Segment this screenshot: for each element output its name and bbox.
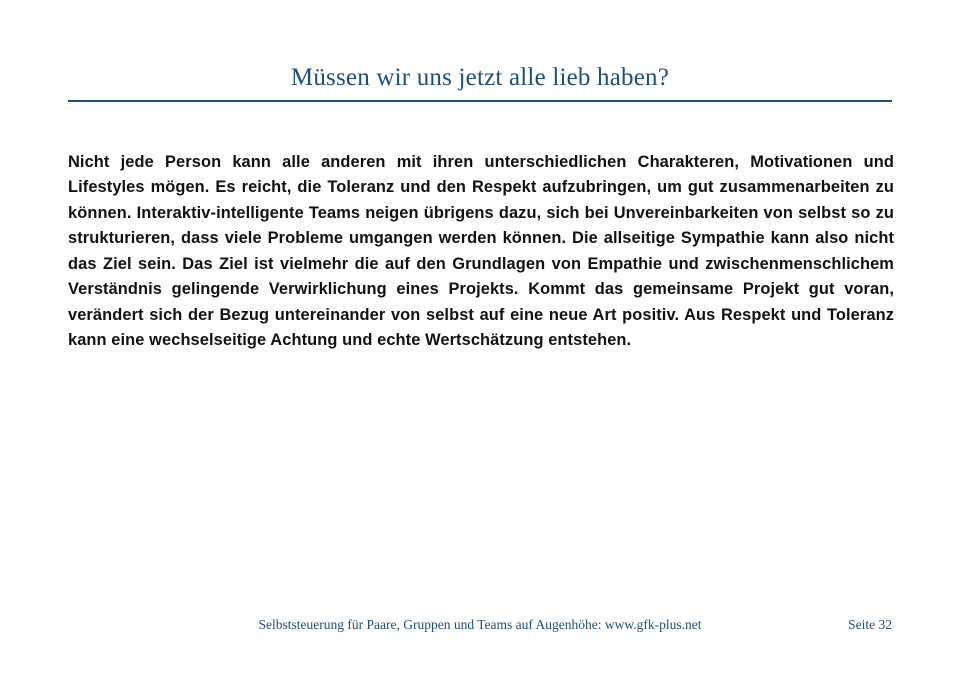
body-paragraph: Nicht jede Person kann alle anderen mit ihren unterschiedlichen Charakteren, Motivationen und Lifestyles mögen. Es reicht, die Toleranz und den Respekt aufzubringen, um gut zusammenarbeiten zu können. Interaktiv-intelligente Teams neigen übrigens dazu, sich bei Unvereinbarkeiten von selbst so zu strukturieren, dass viele Probleme umgangen werden können. Die allseitige Sympathie kann also nicht das Ziel sein. Das Ziel ist vielmehr die auf den Grundlagen von Empathie und zwischenmenschlichem Verständnis gelingende Verwirklichung eines Projekts. Kommt das gemeinsame Projekt gut voran, verändert sich der Bezug untereinander von selbst auf eine neue Art positiv. Aus Respekt und Toleranz kann eine wechselseitige Achtung und echte Wertschätzung entstehen.	[68, 153, 894, 349]
title-divider	[68, 100, 892, 102]
footer	[0, 617, 960, 635]
footer-source-text: Selbststeuerung für Paare, Gruppen und Teams auf Augenhöhe: www.gfk-plus.net	[258, 617, 702, 632]
footer-page-number: Seite 32	[848, 617, 892, 632]
page-title: Müssen wir uns jetzt alle lieb haben?	[290, 64, 670, 91]
